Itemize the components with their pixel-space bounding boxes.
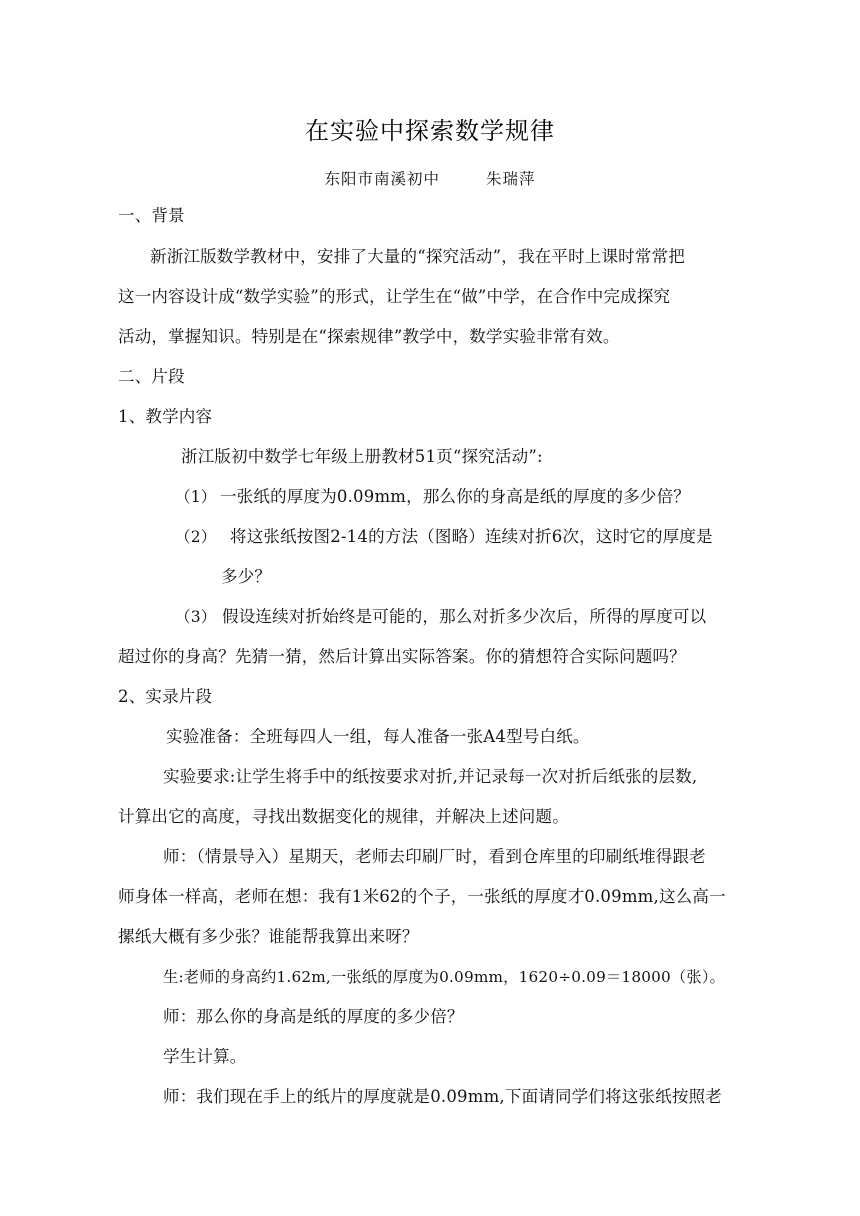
paragraph-line: 新浙江版数学教材中，安排了大量的“探究活动”，我在平时上课时常常把 xyxy=(150,247,685,266)
question-text: 将这张纸按图2-14的方法（图略）连续对折6次，这时它的厚度是 xyxy=(230,527,713,546)
section-heading-background: 一、背景 xyxy=(118,206,185,225)
question-number: （3） xyxy=(175,608,217,626)
section-heading-excerpt: 二、片段 xyxy=(118,367,185,386)
author-name: 朱瑞萍 xyxy=(486,170,536,188)
paragraph-line: 活动，掌握知识。特别是在“探索规律”教学中，数学实验非常有效。 xyxy=(118,327,620,346)
paragraph-line: 师：（情景导入）星期天，老师去印刷厂时，看到仓库里的印刷纸堆得跟老 xyxy=(163,847,706,866)
question-text: 多少？ xyxy=(221,567,272,586)
page-title: 在实验中探索数学规律 xyxy=(305,117,555,145)
subsection-heading-content: 1、教学内容 xyxy=(118,407,213,426)
paragraph-line: 浙江版初中数学七年级上册教材51页“探究活动”: xyxy=(181,447,543,466)
paragraph-line: 学生计算。 xyxy=(163,1047,247,1066)
paragraph-line: 计算出它的高度，寻找出数据变化的规律，并解决上述问题。 xyxy=(118,807,569,826)
paragraph-line: 实验要求:让学生将手中的纸按要求对折,并记录每一次对折后纸张的层数, xyxy=(163,767,698,786)
paragraph-line: 师：那么你的身高是纸的厚度的多少倍？ xyxy=(163,1007,464,1026)
paragraph-line: 师身体一样高，老师在想：我有1米62的个子，一张纸的厚度才0.09mm,这么高一 xyxy=(118,887,726,906)
author-school: 东阳市南溪初中 xyxy=(324,170,440,188)
paragraph-line: 摞纸大概有多少张？谁能帮我算出来呀？ xyxy=(118,927,419,946)
question-number: （2） xyxy=(175,528,217,546)
paragraph-line: 实验准备：全班每四人一组，每人准备一张A4型号白纸。 xyxy=(166,727,590,746)
question-number: （1） xyxy=(175,488,217,506)
author-line xyxy=(0,167,860,191)
subsection-heading-record: 2、实录片段 xyxy=(118,687,213,706)
question-text: 假设连续对折始终是可能的，那么对折多少次后，所得的厚度可以 xyxy=(222,607,707,626)
paragraph-line: 这一内容设计成“数学实验”的形式，让学生在“做”中学，在合作中完成探究 xyxy=(118,287,671,306)
question-text: 一张纸的厚度为0.09mm，那么你的身高是纸的厚度的多少倍？ xyxy=(220,487,691,506)
paragraph-line: 师：我们现在手上的纸片的厚度就是0.09mm,下面请同学们将这张纸按照老 xyxy=(163,1087,722,1106)
paragraph-line: 生:老师的身高约1.62m,一张纸的厚度为0.09mm，1620÷0.09＝18000（张）。 xyxy=(163,968,726,986)
question-text: 超过你的身高？先猜一猜，然后计算出实际答案。你的猜想符合实际问题吗？ xyxy=(118,647,686,666)
